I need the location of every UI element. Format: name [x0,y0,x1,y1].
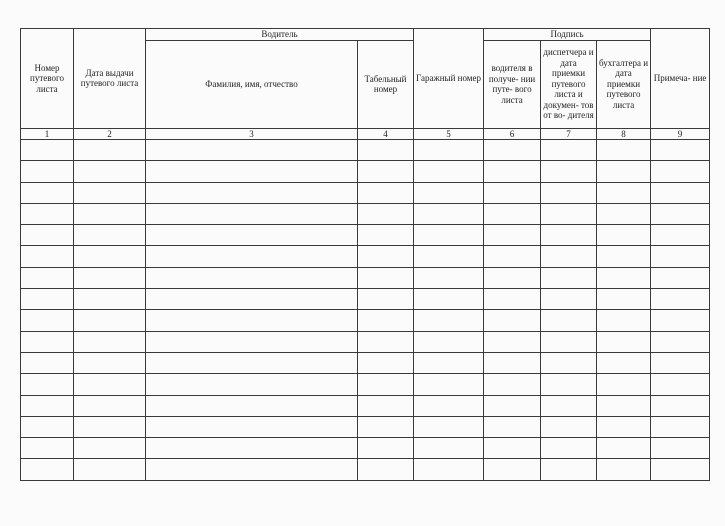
table-cell[interactable] [358,438,414,459]
table-cell[interactable] [74,395,146,416]
table-cell[interactable] [74,352,146,373]
table-cell[interactable] [146,267,358,288]
table-cell[interactable] [74,203,146,224]
table-row [21,310,710,331]
table-row [21,438,710,459]
table-cell[interactable] [541,352,597,373]
table-cell[interactable] [146,203,358,224]
table-cell[interactable] [146,374,358,395]
table-cell[interactable] [414,267,484,288]
table-cell[interactable] [597,140,651,161]
table-cell[interactable] [597,182,651,203]
table-cell[interactable] [74,182,146,203]
table-cell[interactable] [414,459,484,480]
table-cell[interactable] [651,161,710,182]
table-cell[interactable] [484,289,541,310]
header-garage-number-label: Гаражный номер [416,73,481,83]
column-number: 8 [597,128,651,140]
table-cell[interactable] [651,416,710,437]
column-number: 6 [484,128,541,140]
column-number: 2 [74,128,146,140]
table-cell[interactable] [484,416,541,437]
table-cell[interactable] [358,140,414,161]
table-cell[interactable] [358,246,414,267]
header-notes [651,29,710,129]
table-cell[interactable] [358,182,414,203]
table-cell[interactable] [21,374,74,395]
table-body [21,128,710,480]
table-cell[interactable] [651,140,710,161]
table-cell[interactable] [484,225,541,246]
table-cell[interactable] [21,225,74,246]
header-driver-group-label: Водитель [261,29,298,39]
table-cell[interactable] [541,267,597,288]
table-cell[interactable] [414,438,484,459]
table-cell[interactable] [541,416,597,437]
table-row [21,267,710,288]
table-cell[interactable] [146,438,358,459]
table-cell[interactable] [541,203,597,224]
header-notes-label: Примеча- ние [653,73,707,83]
table-cell[interactable] [541,182,597,203]
table-cell[interactable] [541,331,597,352]
header-driver-group [146,29,414,41]
table-cell[interactable] [21,203,74,224]
table-cell[interactable] [484,310,541,331]
table-row [21,246,710,267]
table-cell[interactable] [541,395,597,416]
table-cell[interactable] [651,310,710,331]
table-cell[interactable] [146,459,358,480]
table-cell[interactable] [651,395,710,416]
waybill-register-table [20,28,710,481]
table-cell[interactable] [146,161,358,182]
table-cell[interactable] [651,225,710,246]
table-cell[interactable] [146,140,358,161]
column-number: 9 [651,128,710,140]
table-row [21,203,710,224]
header-personnel-number-label: Табельный номер [364,73,407,94]
table-row [21,352,710,373]
table-cell[interactable] [484,331,541,352]
table-cell[interactable] [651,374,710,395]
table-cell[interactable] [541,225,597,246]
table-cell[interactable] [146,395,358,416]
table-cell[interactable] [74,267,146,288]
table-cell[interactable] [541,246,597,267]
table-cell[interactable] [21,140,74,161]
table-row [21,161,710,182]
header-full-name-label: Фамилия, имя, отчество [205,78,298,89]
header-garage-number [414,29,484,129]
table-cell[interactable] [541,140,597,161]
column-number: 5 [414,128,484,140]
table-cell[interactable] [74,246,146,267]
header-signature-group-label: Подпись [550,29,584,39]
table-cell[interactable] [21,438,74,459]
table-cell[interactable] [597,459,651,480]
table-cell[interactable] [484,246,541,267]
table-cell[interactable] [651,438,710,459]
table-cell[interactable] [484,459,541,480]
header-dispatcher-signature [541,40,597,128]
table-cell[interactable] [651,289,710,310]
header-waybill-number [21,29,74,129]
table-cell[interactable] [541,459,597,480]
table-cell[interactable] [74,225,146,246]
table-cell[interactable] [358,416,414,437]
header-accountant-signature-label: бухгалтера и дата приемки путевого листа [599,57,649,110]
table-cell[interactable] [358,161,414,182]
header-accountant-signature [597,40,651,128]
table-row [21,416,710,437]
table-cell[interactable] [484,182,541,203]
table-cell[interactable] [597,374,651,395]
table-cell[interactable] [597,225,651,246]
header-issue-date [74,29,146,129]
table-cell[interactable] [414,352,484,373]
table-cell[interactable] [21,352,74,373]
table-cell[interactable] [74,140,146,161]
table-cell[interactable] [358,352,414,373]
table-cell[interactable] [21,395,74,416]
table-cell[interactable] [21,289,74,310]
table-cell[interactable] [21,416,74,437]
table-cell[interactable] [146,331,358,352]
header-personnel-number [358,40,414,128]
table-cell[interactable] [414,140,484,161]
table-cell[interactable] [21,267,74,288]
table-row [21,374,710,395]
table-cell[interactable] [484,161,541,182]
table-cell[interactable] [597,395,651,416]
header-full-name [146,40,358,128]
table-cell[interactable] [358,267,414,288]
table-cell[interactable] [358,459,414,480]
table-cell[interactable] [414,374,484,395]
table-cell[interactable] [484,140,541,161]
table-row [21,331,710,352]
table-cell[interactable] [597,438,651,459]
table-cell[interactable] [74,289,146,310]
table-cell[interactable] [21,310,74,331]
header-waybill-number-label: Номер путевого листа [30,62,64,94]
header-signature-group [484,29,651,41]
table-cell[interactable] [358,331,414,352]
table-cell[interactable] [484,267,541,288]
table-cell[interactable] [541,438,597,459]
header-driver-signature-label: водителя в получе- нии путе- вого листа [488,63,536,105]
table-cell[interactable] [651,267,710,288]
table-cell[interactable] [146,310,358,331]
table-cell[interactable] [21,161,74,182]
column-number: 4 [358,128,414,140]
table-cell[interactable] [146,225,358,246]
table-cell[interactable] [651,352,710,373]
table-cell[interactable] [146,352,358,373]
table-cell[interactable] [358,395,414,416]
table-cell[interactable] [414,182,484,203]
table-cell[interactable] [484,352,541,373]
table-cell[interactable] [597,161,651,182]
table-cell[interactable] [597,416,651,437]
table-cell[interactable] [414,289,484,310]
header-driver-signature [484,40,541,128]
table-cell[interactable] [358,289,414,310]
table-cell[interactable] [74,161,146,182]
column-number: 7 [541,128,597,140]
table-cell[interactable] [484,395,541,416]
table-cell[interactable] [414,225,484,246]
table-cell[interactable] [146,289,358,310]
table-cell[interactable] [358,203,414,224]
table-cell[interactable] [597,267,651,288]
table-cell[interactable] [597,246,651,267]
column-number: 1 [21,128,74,140]
table-cell[interactable] [484,438,541,459]
table-cell[interactable] [414,310,484,331]
header-issue-date-label: Дата выдачи путевого листа [80,67,139,89]
table-cell[interactable] [74,310,146,331]
table-cell[interactable] [74,331,146,352]
table-cell[interactable] [146,246,358,267]
table-cell[interactable] [541,161,597,182]
table-cell[interactable] [21,246,74,267]
table-cell[interactable] [541,289,597,310]
table-cell[interactable] [597,331,651,352]
column-number: 3 [146,128,358,140]
table-cell[interactable] [597,352,651,373]
table-cell[interactable] [651,459,710,480]
table-cell[interactable] [74,438,146,459]
table-cell[interactable] [597,203,651,224]
table-cell[interactable] [414,203,484,224]
table-cell[interactable] [74,374,146,395]
table-cell[interactable] [597,289,651,310]
table-row [21,140,710,161]
table-cell[interactable] [146,416,358,437]
table-row [21,459,710,480]
table-cell[interactable] [21,331,74,352]
table-cell[interactable] [541,310,597,331]
table-cell[interactable] [414,331,484,352]
table-row [21,395,710,416]
table-row [21,182,710,203]
table-cell[interactable] [651,246,710,267]
table-cell[interactable] [358,310,414,331]
table-cell[interactable] [74,416,146,437]
table-cell[interactable] [146,182,358,203]
table-cell[interactable] [414,416,484,437]
table-cell[interactable] [21,459,74,480]
table-cell[interactable] [74,459,146,480]
table-cell[interactable] [484,374,541,395]
table-row [21,225,710,246]
table-cell[interactable] [414,395,484,416]
table-cell[interactable] [651,203,710,224]
table-cell[interactable] [651,182,710,203]
table-cell[interactable] [358,225,414,246]
table-cell[interactable] [414,246,484,267]
header-dispatcher-signature-label: диспетчера и дата приемки путевого листа и докумен- тов от во- дителя [543,47,594,121]
table-cell[interactable] [21,182,74,203]
column-number-row [21,128,710,140]
table-cell[interactable] [484,203,541,224]
table-cell[interactable] [358,374,414,395]
table-cell[interactable] [414,161,484,182]
table-cell[interactable] [651,331,710,352]
table-cell[interactable] [541,374,597,395]
table-row [21,289,710,310]
table-cell[interactable] [597,310,651,331]
